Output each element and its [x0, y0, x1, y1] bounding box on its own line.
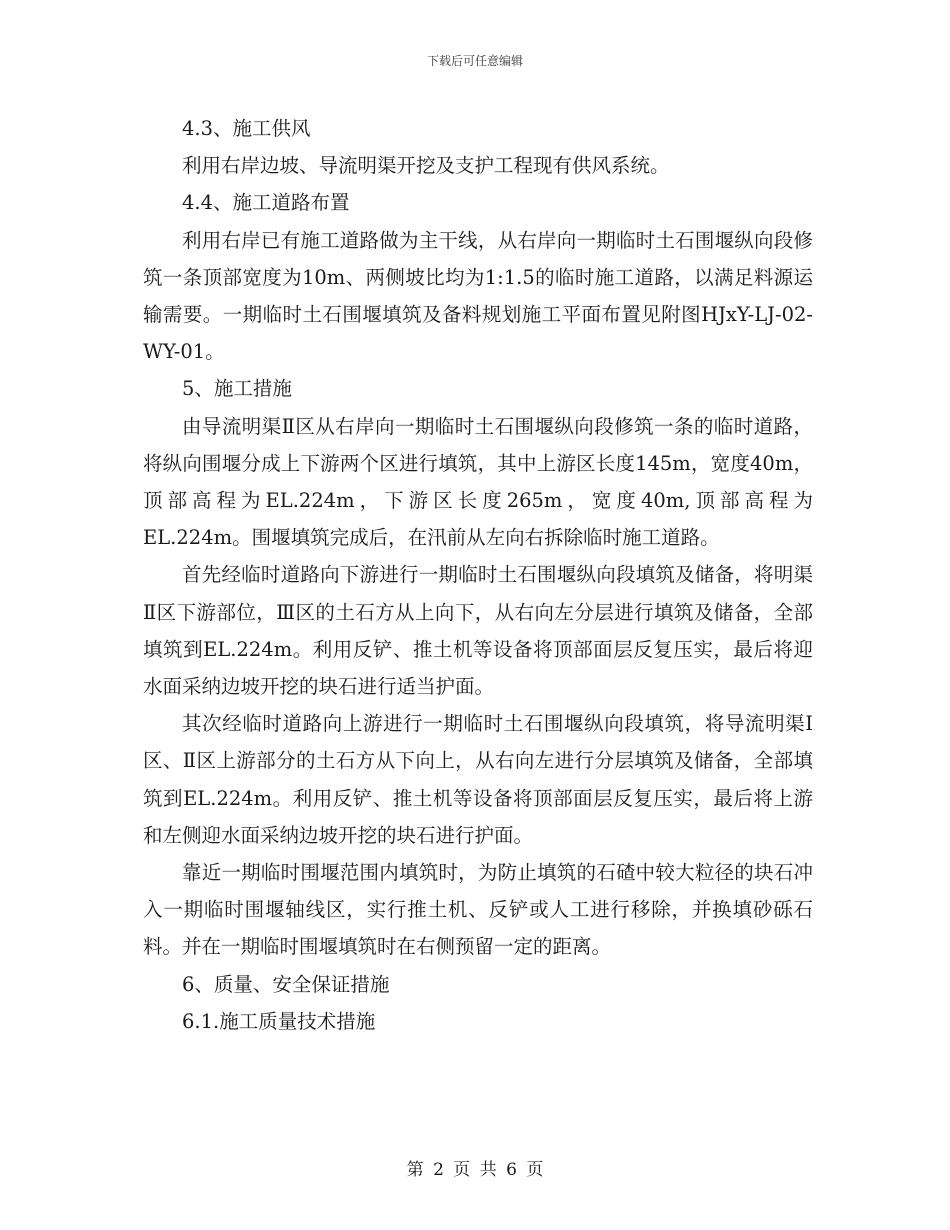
- section-heading-4-3: 4.3、施工供风: [182, 117, 311, 140]
- section-heading-4-4: 4.4、施工道路布置: [182, 191, 350, 215]
- paragraph-upstream-fill: 其次经临时道路向上游进行一期临时土石围堰纵向段填筑，将导流明渠Ⅰ区、Ⅱ区上游部分的土石方从下向上，从右向左进行分层填筑及储备，全部填筑到EL.224m。利用反铲、推土机等设备将顶部面层反复压实，最后将上游和左侧迎水面采纳边坡开挖的块石进行护面。: [143, 712, 813, 847]
- section-heading-6-1: 6.1.施工质量技术措施: [182, 1009, 376, 1033]
- paragraph-downstream-fill: 首先经临时道路向下游进行一期临时土石围堰纵向段填筑及储备，将明渠Ⅱ区下游部位，Ⅲ区的土石方从上向下，从右向左分层进行填筑及储备，全部填筑到EL.224m。利用反铲、推土机等设备将顶部面层反复压实，最后将迎水面采纳边坡开挖的块石进行适当护面。: [143, 563, 813, 699]
- paragraph-road-layout: 利用右岸已有施工道路做为主干线，从右岸向一期临时土石围堰纵向段修筑一条顶部宽度为10m、两侧坡比均为1:1.5的临时施工道路，以满足料源运输需要。一期临时土石围堰填筑及备料规划施工平面布置见附图HJxY-LJ-02-WY-01。: [143, 228, 813, 364]
- page-header: 下载后可任意编辑: [426, 54, 523, 68]
- section-heading-6: 6、质量、安全保证措施: [182, 972, 390, 996]
- paragraph-air-supply: 利用右岸边坡、导流明渠开挖及支护工程现有供风系统。: [182, 154, 670, 178]
- document-body: [143, 110, 813, 1040]
- section-heading-5: 5、施工措施: [182, 377, 292, 401]
- page-number: 第 2 页 共 6 页: [406, 1160, 544, 1180]
- paragraph-boulder-removal: 靠近一期临时围堰范围内填筑时，为防止填筑的石碴中较大粒径的块石冲入一期临时围堰轴线区，实行推土机、反铲或人工进行移除，并换填砂砾石料。并在一期临时围堰填筑时在右侧预留一定的距离。: [143, 861, 813, 959]
- paragraph-temporary-road: 由导流明渠Ⅱ区从右岸向一期临时土石围堰纵向段修筑一条的临时道路，将纵向围堰分成上下游两个区进行填筑，其中上游区长度145m，宽度40m，顶部高程为EL.224m，下游区长度265m，宽度40m,顶部高程为EL.224m。围堰填筑完成后，在汛前从左向右拆除临时施工道路。: [143, 414, 813, 550]
